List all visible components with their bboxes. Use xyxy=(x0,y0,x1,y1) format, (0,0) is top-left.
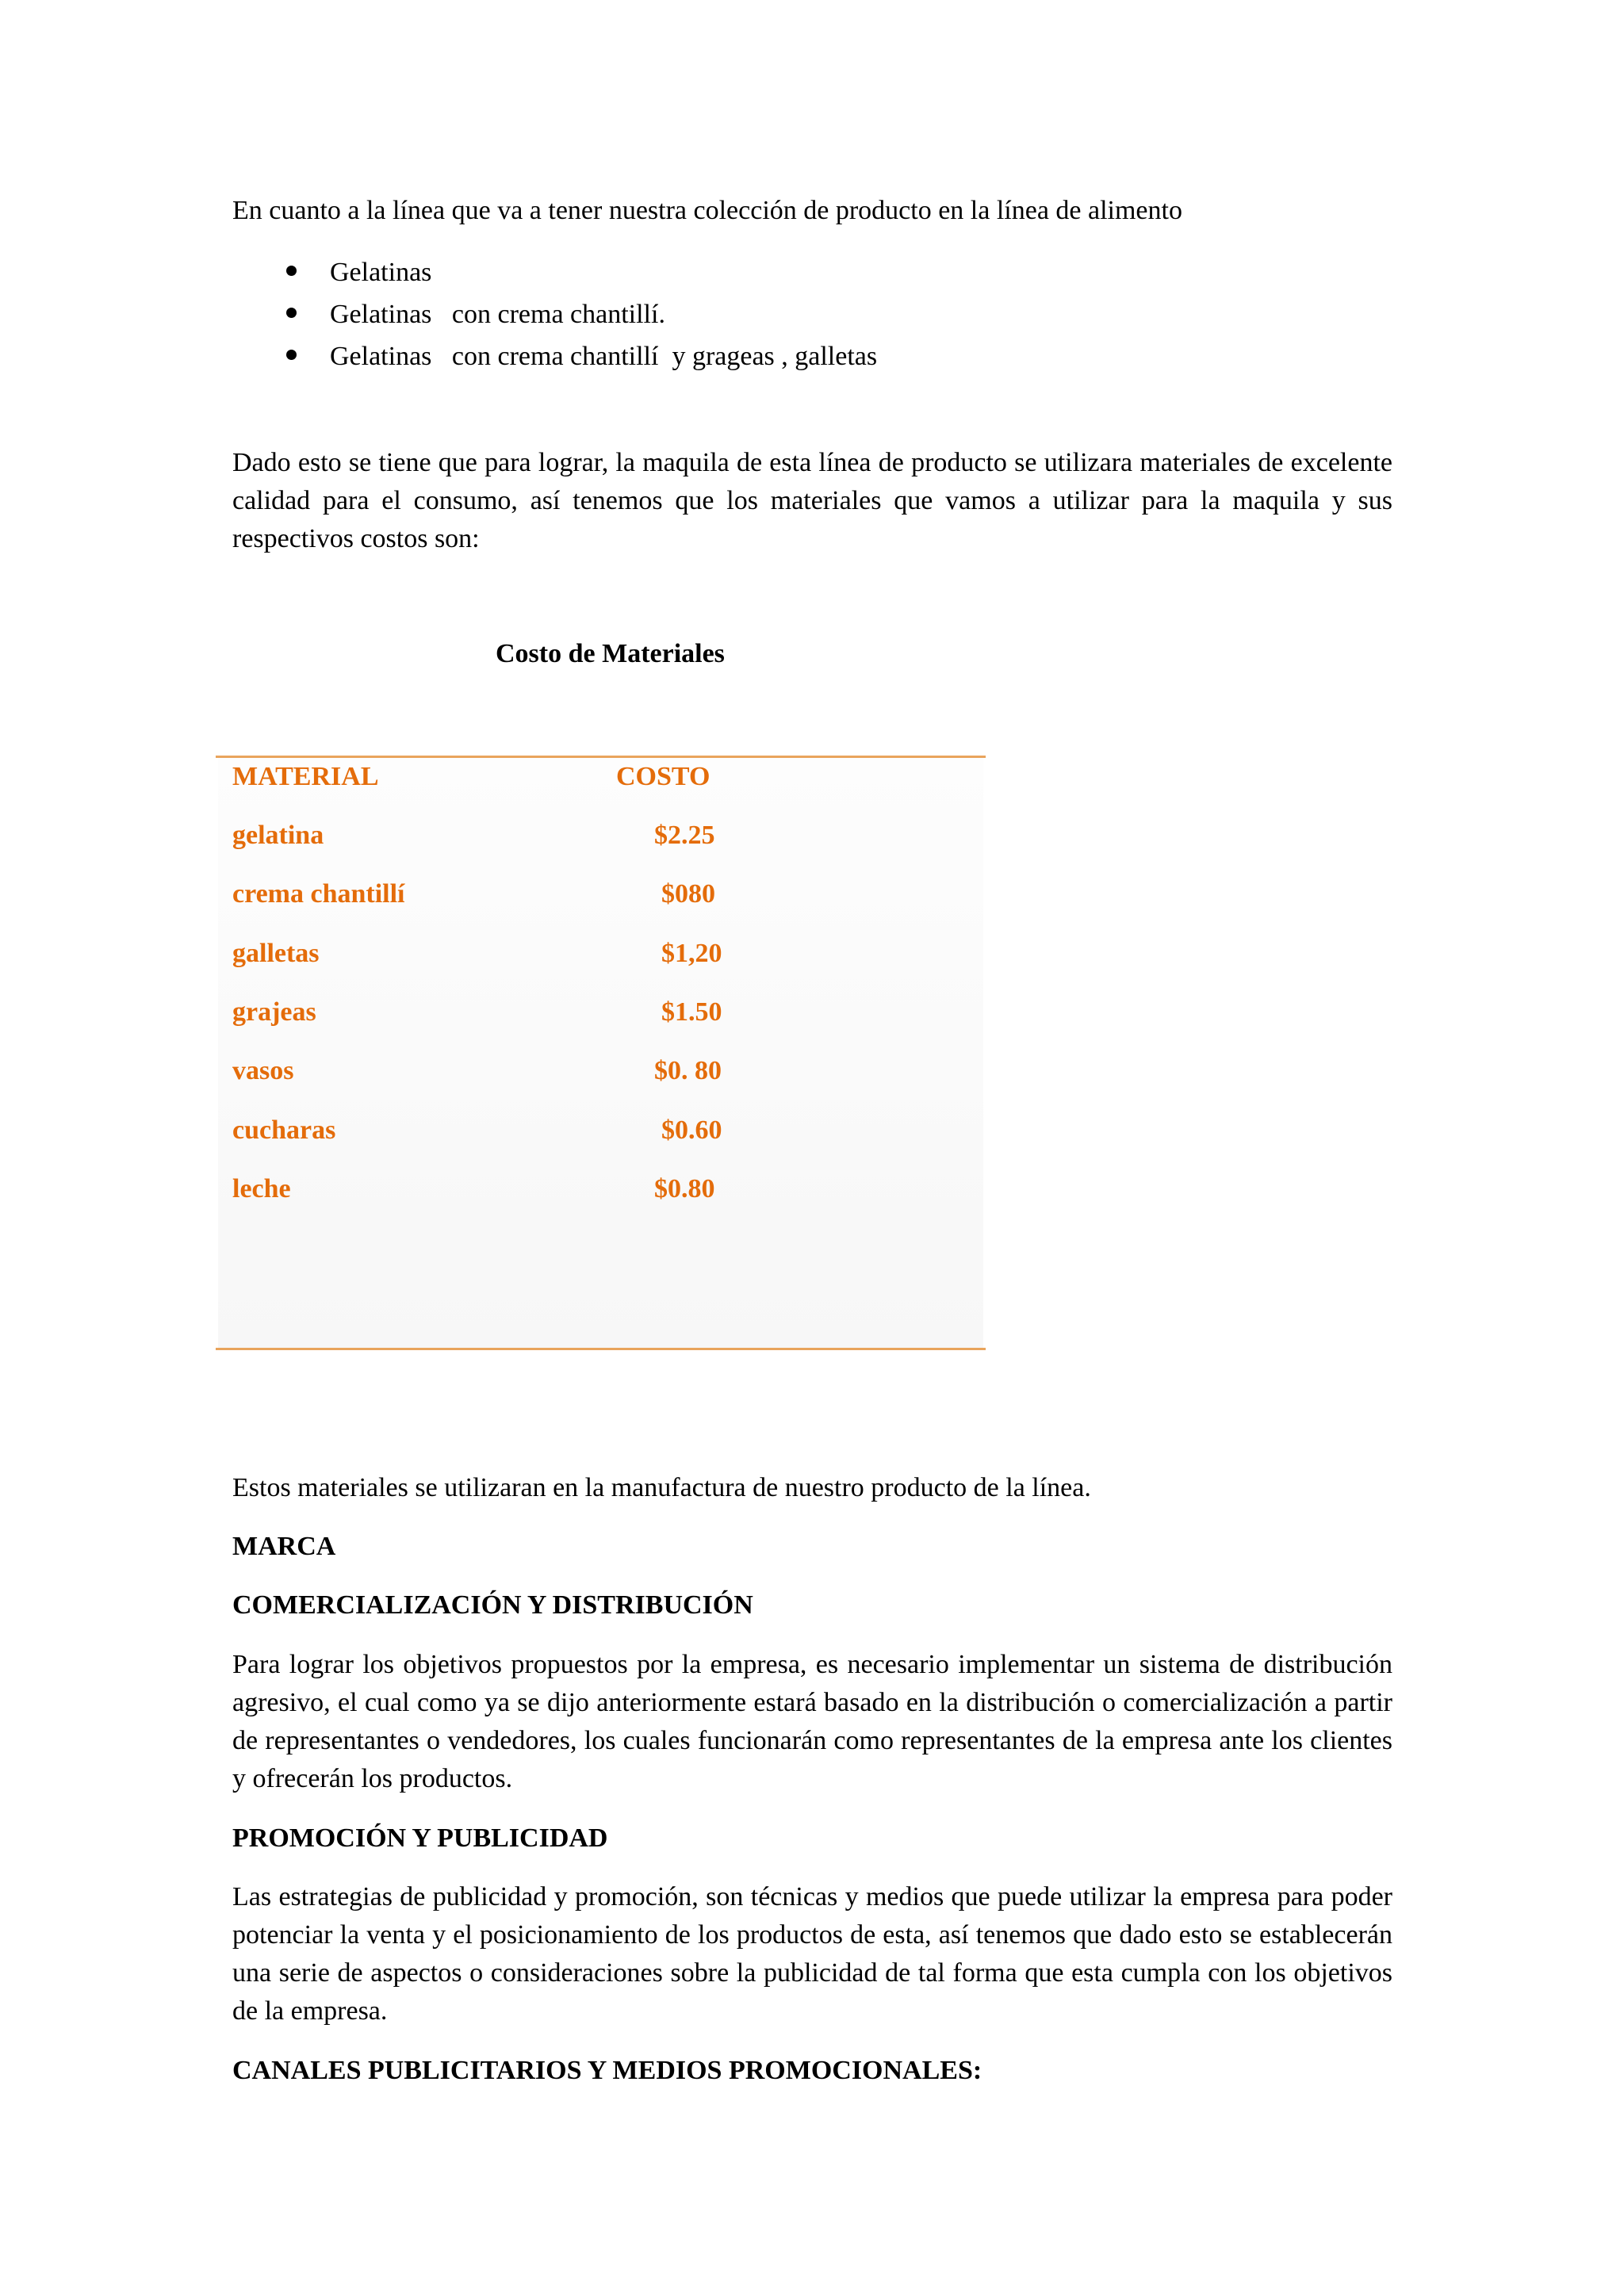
distribution-paragraph: Para lograr los objetivos propuestos por la empresa, es necesario implementar un sistema de distribución agresivo, el cual como ya se dijo anteriormente estará basado en la distribución o comercialización a partir de representantes o vendedores, los cuales funcionarán como representantes de la empresa ante los clientes y ofrecerán los productos. xyxy=(232,1650,1392,1793)
table-header-row xyxy=(232,757,946,797)
product-bullet-list xyxy=(232,251,877,377)
bullet-item: Gelatinas xyxy=(232,251,877,293)
material-cell: leche xyxy=(232,1174,291,1203)
table-row xyxy=(232,816,946,855)
table-row xyxy=(232,1111,946,1150)
material-cell: grajeas xyxy=(232,997,316,1027)
table-title: Costo de Materiales xyxy=(496,639,725,668)
bullet-icon xyxy=(286,308,297,318)
heading-marca: MARCA xyxy=(232,1532,336,1561)
table-row xyxy=(232,934,946,974)
material-cell: crema chantillí xyxy=(232,879,405,909)
intro-paragraph: En cuanto a la línea que va a tener nuestra colección de producto en la línea de alimento xyxy=(232,196,1182,225)
material-cell: galletas xyxy=(232,939,320,968)
table-row xyxy=(232,993,946,1032)
cost-cell: $1,20 xyxy=(661,939,722,968)
heading-comercializacion: COMERCIALIZACIÓN Y DISTRIBUCIÓN xyxy=(232,1590,753,1620)
cost-cell: $2.25 xyxy=(654,821,715,850)
heading-canales: CANALES PUBLICITARIOS Y MEDIOS PROMOCIONALES: xyxy=(232,2056,982,2085)
table-row xyxy=(232,1169,946,1209)
material-cell: gelatina xyxy=(232,821,324,850)
cost-cell: $0. 80 xyxy=(654,1056,722,1085)
cost-cell: $0.60 xyxy=(661,1115,722,1145)
bullet-item: Gelatinas con crema chantillí. xyxy=(232,293,877,335)
bullet-icon xyxy=(286,350,297,360)
bullet-item: Gelatinas con crema chantillí y grageas , galletas xyxy=(232,335,877,377)
table-row xyxy=(232,1051,946,1091)
heading-promocion: PROMOCIÓN Y PUBLICIDAD xyxy=(232,1823,608,1853)
header-costo: COSTO xyxy=(616,762,710,791)
usage-paragraph: Estos materiales se utilizaran en la manufactura de nuestro producto de la línea. xyxy=(232,1473,1091,1502)
table-row xyxy=(232,874,946,914)
advertising-paragraph: Las estrategias de publicidad y promoción, son técnicas y medios que puede utilizar la empresa para poder potenciar la venta y el posicionamiento de los productos de esta, así tenemos que dado esto se establecerán una serie de aspectos o consideraciones sobre la publicidad de tal forma que esta cumpla con los objetivos de la empresa. xyxy=(232,1882,1392,2026)
cost-cell: $1.50 xyxy=(661,997,722,1027)
header-material: MATERIAL xyxy=(232,762,379,791)
material-cell: cucharas xyxy=(232,1115,336,1145)
cost-cell: $0.80 xyxy=(654,1174,715,1203)
cost-cell: $080 xyxy=(661,879,715,909)
materials-paragraph: Dado esto se tiene que para lograr, la maquila de esta línea de producto se utilizara materiales de excelente calidad para el consumo, así tenemos que los materiales que vamos a utilizar para la maquila y sus respectivos costos son: xyxy=(232,448,1392,553)
bullet-icon xyxy=(286,266,297,276)
material-cell: vasos xyxy=(232,1056,294,1085)
table-bottom-rule xyxy=(216,1348,986,1350)
